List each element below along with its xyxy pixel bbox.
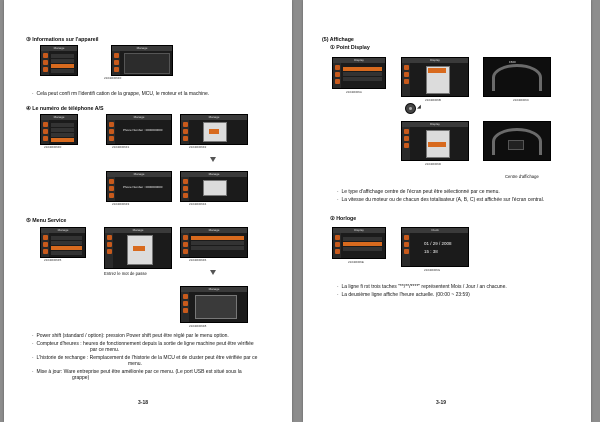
manual-page-left: ③ Informations sur l'appareil Manage Manage 21040D06FF · Cela peut confi rm l'identifi cation de la grappe, MCU, le moteur et la machine. ④ Le numéro de téléphone A/S Manage Manage Phone Number : 0000000000 Manage 21040D06F0 21040D06F1 21040D06F2 Manage Phone Number : 0000000000 Manage 21040D06F3 21040D06F4 ⑤ Menu Service Manage Manage Manage 21040D06F5 21040D06F6 Entrez le mot de passe Manage 21040D06F8 · Power shift (standard / option): pression Power shift peut être réglé par le menu option. · Compteur d'heures : heures de fonctionnement depuis la sortie de ligne machine peut être vérifiée par ce menu. · L'historie de rechange : Remplacement de l'historie de la MCU et de cluster peut être vérifiée par ce menu. · Mise à jour: Ware entreprise peut être améliorée par ce menu. (Le port USB est situé sous la grappe) 3-18	[4, 0, 292, 422]
screenshot-service-popup: Manage	[180, 286, 248, 323]
rotate-arrow-icon: ◢	[417, 104, 421, 110]
screenshot-menu-service: Manage	[40, 227, 86, 258]
figure-code: 21040D06A	[346, 90, 362, 94]
heading-phone-number: ④ Le numéro de téléphone A/S	[26, 106, 104, 112]
figure-code: 21040D06D	[425, 162, 442, 166]
heading-device-info: ③ Informations sur l'appareil	[26, 37, 99, 43]
caption-display-center: Centre d'affichage	[505, 174, 539, 179]
screenshot-phone-confirm: Manage	[180, 171, 248, 202]
heading-clock: ② Horloge	[330, 216, 357, 222]
figure-code: 21040D06F1	[112, 145, 130, 149]
figure-code: 21040D06G	[424, 268, 441, 272]
screenshot-phone-keypad: Manage	[180, 114, 248, 145]
clock-date: 01 / 29 / 2008	[424, 241, 452, 246]
down-arrow-icon	[210, 270, 216, 275]
jog-dial-icon	[405, 103, 416, 114]
figure-code: 21040D06C	[513, 98, 530, 102]
screenshot-service-list: Manage	[180, 227, 248, 258]
figure-code: 21040D06F5	[44, 258, 62, 262]
screenshot-device-info: Manage	[111, 45, 173, 76]
screenshot-gauge-center	[483, 121, 551, 161]
page-number: 3-19	[436, 400, 447, 406]
heading-display: (5) Affichage	[322, 37, 354, 43]
screenshot-menu: Manage	[40, 45, 78, 76]
figure-code: 21040D06B	[425, 98, 441, 102]
screenshot-password: Manage	[104, 227, 172, 269]
figure-code: 21040D06F8	[189, 324, 207, 328]
figure-code: 21040D06E	[348, 260, 364, 264]
figure-code: 21040D06F3	[112, 202, 130, 206]
screenshot-clock: Clock 01 / 29 / 2008 15 : 38	[401, 227, 469, 267]
figure-code: 21040D06F6	[189, 258, 207, 262]
screenshot-display-select: Display	[401, 121, 469, 161]
heading-point-display: ① Point Display	[330, 45, 370, 51]
figure-code: 21040D06FF	[104, 76, 122, 80]
clock-time: 15 : 38	[424, 249, 438, 254]
screenshot-menu-phone: Manage	[40, 114, 78, 145]
caption-password: Entrez le mot de passe	[104, 271, 147, 276]
page-number: 3-18	[138, 400, 149, 406]
screenshot-phone-number: Manage Phone Number : 0000000000	[106, 114, 172, 145]
down-arrow-icon	[210, 157, 216, 162]
bullet-device-text: · Cela peut confi rm l'identifi cation de la grappe, MCU, le moteur et la machine.	[32, 91, 210, 97]
screenshot-gauge: 1500	[483, 57, 551, 97]
screenshot-display-options: Display	[401, 57, 469, 97]
figure-code: 21040D06F0	[44, 145, 62, 149]
figure-code: 21040D06F2	[189, 145, 207, 149]
screenshot-menu-display: Display	[332, 57, 386, 89]
screenshot-menu-clock: Display	[332, 227, 386, 259]
figure-code: 21040D06F4	[189, 202, 207, 206]
heading-service-menu: ⑤ Menu Service	[26, 218, 67, 224]
manual-page-right: (5) Affichage ① Point Display Display Display 1500 21040D06A 21040D06B 21040D06C ◢ Display 21040D06D Centre d'affichage · Le type d'affichage centre de l'écran peut être sélectionné par ce menu. · La vitesse du moteur ou de chacun des totalisateur (A, B, C) est affichée sur l'écran central. ② Horloge Display Clock 01 / 29 / 2008 15 : 38 21040D06E 21040D06G · La ligne fi rst trois taches "**/**/****" représentent Mois / Jour / an chacune. · La deuxième ligne affiche l'heure actuelle. (00:00 ~ 23:59) 3-19	[303, 0, 591, 422]
screenshot-phone-updated: Manage Phone Number : 0000000000	[106, 171, 172, 202]
